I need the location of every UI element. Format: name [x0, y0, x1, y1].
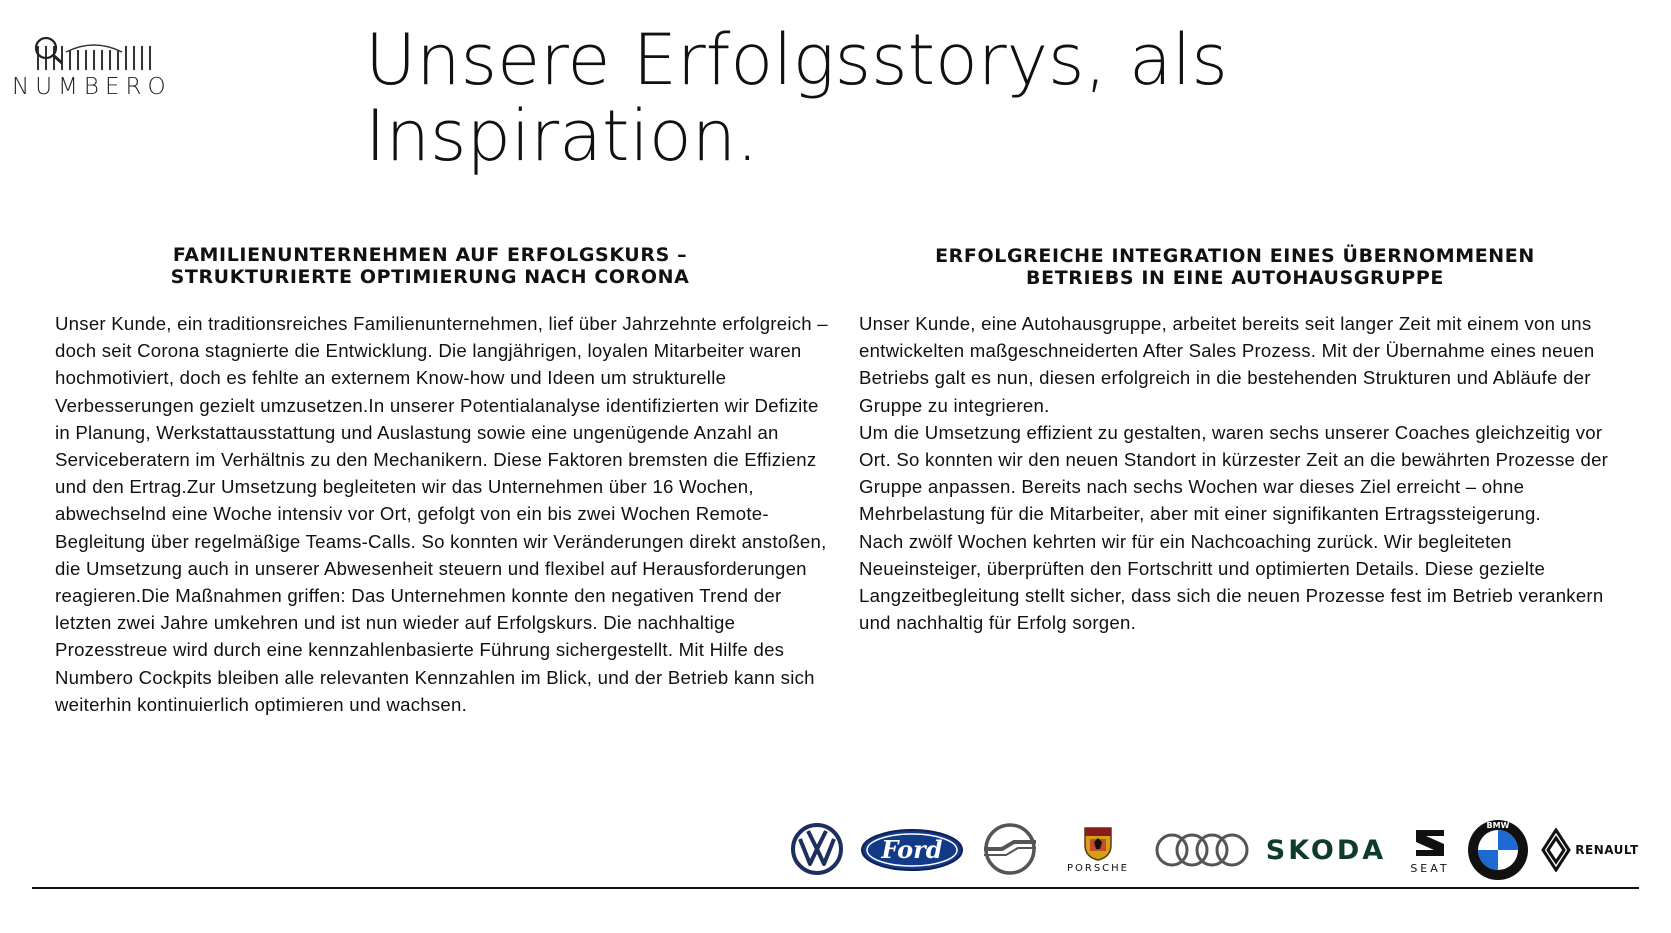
story-left-heading: [55, 244, 805, 288]
page-title: [365, 19, 1565, 177]
audi-logo-icon: [1154, 828, 1250, 872]
opel-logo-icon: [980, 822, 1040, 876]
porsche-logo-icon: [1052, 820, 1144, 878]
story-left-heading-line-1: FAMILIENUNTERNEHMEN AUF ERFOLGSKURS –: [172, 244, 688, 266]
renault-logo-icon: [1538, 824, 1642, 876]
brand-logo-strip: [780, 818, 1650, 882]
seat-wordmark: SEAT: [1410, 861, 1450, 875]
magnifier-icon: [34, 36, 68, 66]
story-right-body: [859, 310, 1639, 636]
logo-wordmark: NUMBERO: [12, 74, 172, 100]
skoda-wordmark: SKODA: [1265, 834, 1387, 866]
title-line-2: Inspiration.: [365, 95, 759, 177]
story-left-body: Unser Kunde, ein traditionsreiches Familienunternehmen, lief über Jahrzehnte erfolgreich – doch seit Corona stagnierte die Entwicklung. Die langjährigen, loyalen Mitarbeiter waren hochmotiviert, doch es fehlte an externem Know-how und Ideen um strukturelle Verbesserungen gezielt umzusetzen.In unserer Potentialanalyse identifizierten wir Defizite in Planung, Werkstattausstattung und Auslastung sowie eine ungenügende Anzahl an Serviceberatern im Verhältnis zu den Mechanikern. Diese Faktoren bremsten die Effizienz und den Ertrag.Zur Umsetzung begleiteten wir das Unternehmen über 16 Wochen, abwechselnd eine Woche intensiv vor Ort, gefolgt von ein bis zwei Wochen Remote-Begleitung über regelmäßige Teams-Calls. So konnten wir Veränderungen direkt anstoßen, die Umsetzung auch in unserer Abwesenheit steuern und flexibel auf Herausforderungen reagieren.Die Maßnahmen griffen: Das Unternehmen konnte den negativen Trend der letzten zwei Jahre umkehren und ist nun wieder auf Erfolgskurs. Die nachhaltige Prozesstreue wird durch eine kennzahlenbasierte Führung sichergestellt. Mit Hilfe des Numbero Cockpits bleiben alle relevanten Kennzahlen im Blick, und der Betrieb kann sich weiterhin kontinuierlich optimieren und wachsen.: [55, 313, 828, 715]
renault-wordmark: RENAULT: [1575, 843, 1639, 857]
story-right-heading-line-2: BETRIEBS IN EINE AUTOHAUSGRUPPE: [1026, 267, 1444, 289]
story-left-heading-line-2: STRUKTURIERTE OPTIMIERUNG NACH CORONA: [170, 266, 690, 288]
numbero-logo: [12, 36, 182, 106]
bmw-wordmark: BMW: [1486, 821, 1510, 830]
title-line-1: Unsere Erfolgsstorys, als: [365, 19, 1228, 101]
footer-divider: [32, 887, 1639, 889]
story-right-heading-line-1: ERFOLGREICHE INTEGRATION EINES ÜBERNOMMENEN: [935, 245, 1535, 267]
story-right-paragraph: Nach zwölf Wochen kehrten wir für ein Nachcoaching zurück. Wir begleiteten Neueinsteiger, überprüften den Fortschritt und optimierten Details. Diese gezielte Langzeitbegleitung stellt sicher, dass sich die neuen Prozesse fest im Betrieb verankern und nachhaltig für Erfolg sorgen.: [859, 530, 1604, 634]
story-right-heading: [860, 245, 1610, 289]
vw-logo-icon: [790, 822, 844, 876]
ford-wordmark: Ford: [881, 835, 943, 864]
ford-logo-icon: [860, 828, 964, 872]
story-right-paragraph: Unser Kunde, eine Autohausgruppe, arbeitet bereits seit langer Zeit mit einem von uns entwickelten maßgeschneiderten After Sales Prozess. Mit der Übernahme eines neuen Betriebs galt es nun, diesen erfolgreich in die bestehenden Strukturen und Abläufe der Gruppe zu integrieren.: [859, 313, 1595, 416]
story-right-paragraph: Um die Umsetzung effizient zu gestalten, waren sechs unserer Coaches gleichzeitig vor Ort. So konnten wir den neuen Standort in kürzester Zeit an die bewährten Prozesse der Gruppe anpassen. Bereits nach sechs Wochen war dieses Ziel erreicht – ohne Mehrbelastung für die Mitarbeiter, aber mit einer signifikanten Ertragssteigerung.: [859, 421, 1609, 525]
bmw-logo-icon: [1466, 818, 1530, 882]
porsche-wordmark: PORSCHE: [1066, 862, 1130, 874]
skoda-logo-icon: [1258, 832, 1394, 868]
seat-logo-icon: [1394, 822, 1466, 878]
